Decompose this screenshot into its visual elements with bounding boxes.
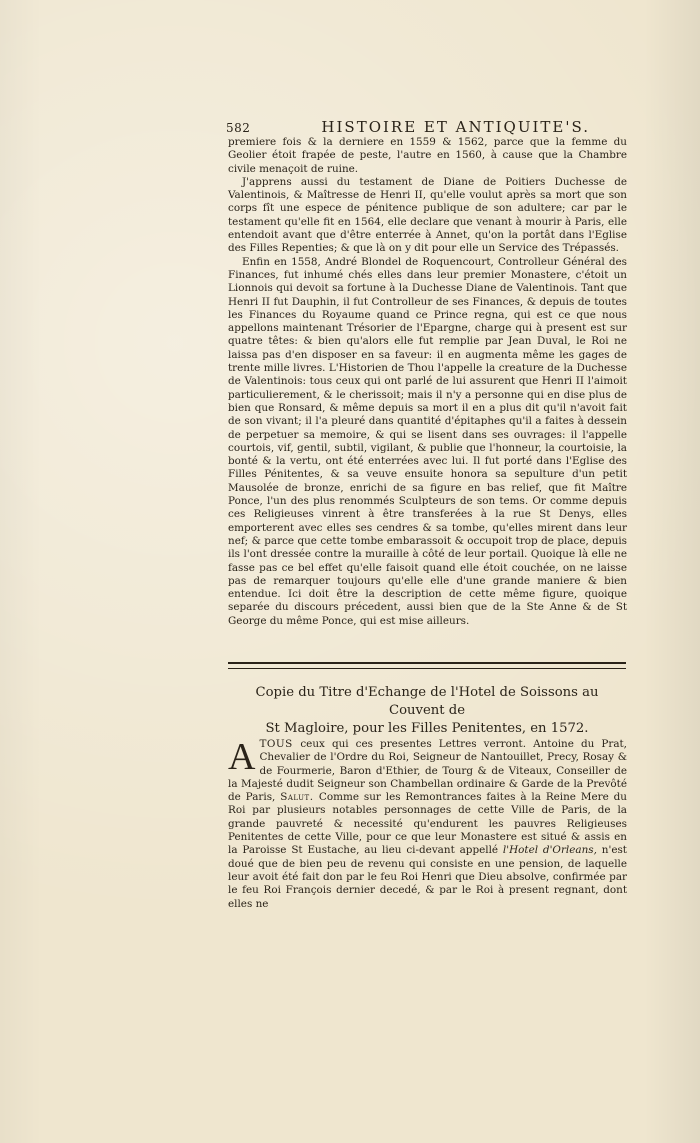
body-text — [228, 136, 627, 628]
section-heading-line: St Magloire, pour les Filles Penitentes, en 1572. — [265, 721, 589, 736]
charter-text-part: Comme sur les Remontrances faites à la Reine Mere du Roi par plusieurs notables personnages de cette Ville de Paris, de la grande pauvreté & necessité qu'endurent les pauvres Religieuses Penitentes de cette Ville, pour ce que leur Monastere est situé & assis en la Paroisse St Eustache, au lieu ci-devant appellé — [228, 791, 627, 857]
running-title: HISTOIRE ET ANTIQUITE'S. — [321, 118, 590, 136]
drop-cap: A — [228, 736, 256, 778]
page-number: 582 — [226, 121, 251, 135]
page-header — [226, 118, 626, 136]
salutation: Salut. — [280, 791, 319, 804]
charter-text — [228, 738, 627, 911]
section-heading-line: Copie du Titre d'Echange de l'Hotel de Soissons au Couvent de — [255, 685, 599, 718]
opening-caps: TOUS — [259, 738, 301, 750]
paragraph: Enfin en 1558, André Blondel de Roquencourt, Controlleur Général des Finances, fut inhumé chés elles dans leur premier Monastere, c'étoit un Lionnois qui devoit sa fortune à la Duchesse Diane de Valentinois. Tant que Henri II fut Dauphin, il fut Controlleur de ses Finances, & depuis de toutes les Finances du Royaume quand ce Prince regna, qui est ce que nous appellons maintenant Trésorier de l'Epargne, charge qui à present est sur quatre têtes: & bien qu'alors elle fut remplie par Jean Duval, le Roi ne laissa pas d'en disposer en sa faveur: il en augmenta même les gages de trente mille livres. L'Historien de Thou l'appelle la creature de la Duchesse de Valentinois: tous ceux qui ont parlé de lui assurent que Henri II l'aimoit particulierement, & le cherissoit; mais il n'y a personne qui en dise plus de bien que Ronsard, & même depuis sa mort il en a plus dit qu'il n'avoit fait de son vivant; il l'a pleuré dans quantité d'épitaphes qu'il a faites à dessein de perpetuer sa memoire, & qui se lisent dans ses ouvrages: il l'appelle courtois, vif, gentil, subtil, vigilant, & publie que l'honneur, la courtoisie, la bonté & la vertu, ont été enterrées avec lui. Il fut porté dans l'Eglise des Filles Pénitentes, & sa veuve ensuite honora sa sepulture d'un petit Mausolée de bronze, enrichi de sa figure en bas relief, que fit Maître Ponce, l'un des plus renommés Sculpteurs de son tems. Or comme depuis ces Religieuses vinrent à être transferées à la rue St Denys, elles emporterent avec elles ses cendres & sa tombe, qu'elles mirent dans leur nef; & parce que cette tombe embarassoit & occupoit trop de place, depuis ils l'ont dressée contre la muraille à côté de leur portail. Quoique là elle ne fasse pas ce bel effet qu'elle faisoit quand elle étoit couchée, on ne laisse pas de remarquer toujours qu'elle elle d'une grande maniere & bien entendue. Ici doit être la description de cette même figure, quoique separée du discours précedent, aussi bien que de la Ste Anne & de St George du même Ponce, qui est mise ailleurs. — [228, 255, 627, 627]
paragraph: J'apprens aussi du testament de Diane de Poitiers Duchesse de Valentinois, & Maîtresse de Henri II, qu'elle voulut après sa mort que son corps fît une espece de pénitence publique de son adultere; car par le testament qu'elle fit en 1564, elle declare que venant à mourir à Paris, elle entendoit avant que d'être enterrée à Annet, qu'on la portât dans l'Eglise des Filles Repenties; & que là on y dit pour elle un Service des Trépassés. — [228, 175, 627, 255]
charter-text-part: n'est doué que de bien peu de revenu qui consiste en une pension, de laquelle leur avoit été fait don par le feu Roi Henri que Dieu absolve, confirmée par le feu Roi François dernier decedé, & par le Roi à present regnant, dont elles ne — [228, 844, 627, 910]
hotel-name: l'Hotel d'Orleans, — [502, 844, 602, 857]
section-divider — [228, 662, 626, 669]
section-heading — [228, 684, 626, 738]
charter-text-part: ceux qui ces presentes Lettres verront. Antoine du Prat, Chevalier de l'Ordre du Roi, Seigneur de Nantouillet, Precy, Rosay & de Fourmerie, Baron d'Ethier, de Tourg & de Viteaux, Conseiller de la Majesté dudit Seigneur son Chambellan ordinaire & Garde de la Prevôté de Paris, — [228, 738, 627, 804]
paragraph: premiere fois & la derniere en 1559 & 1562, parce que la femme du Geolier étoit frapée de peste, l'autre en 1560, à cause que la Chambre civile menaçoit de ruine. — [228, 136, 627, 175]
